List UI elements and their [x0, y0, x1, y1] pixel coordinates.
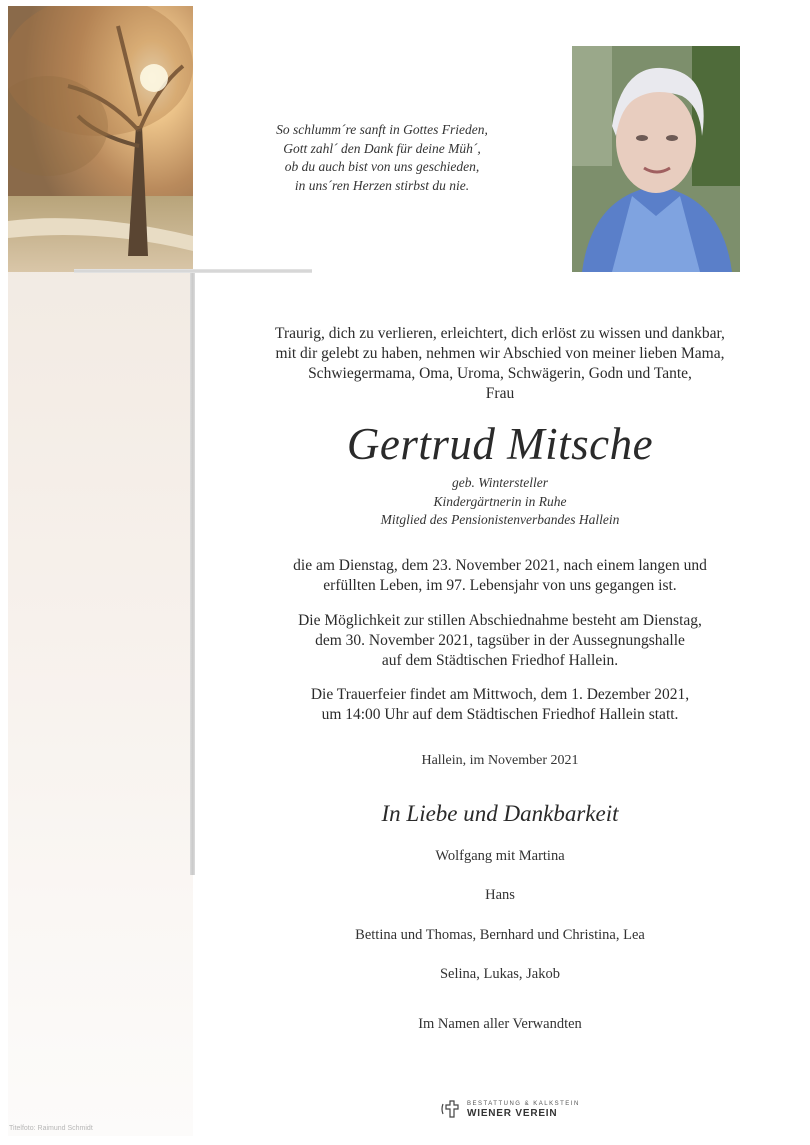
intro-line: mit dir gelebt zu haben, nehmen wir Abschied von meiner lieben Mama, — [275, 345, 725, 362]
paragraph-line: auf dem Städtischen Friedhof Hallein. — [381, 652, 619, 669]
cross-horizontal-bar — [74, 269, 312, 273]
poem — [232, 121, 532, 195]
intro-line: Schwiegermama, Oma, Uroma, Schwägerin, Godn und Tante, — [308, 365, 692, 382]
closing-phrase: In Liebe und Dankbarkeit — [381, 801, 619, 826]
mourner-line: Bettina und Thomas, Bernhard und Christina, Lea — [355, 927, 645, 943]
intro-text — [220, 324, 780, 404]
cross-vertical-bar — [190, 270, 195, 875]
funeral-info — [210, 685, 790, 725]
intro-line: Traurig, dich zu verlieren, erleichtert, dich erlöst zu wissen und dankbar, — [275, 325, 725, 342]
paragraph-line: die am Dienstag, dem 23. November 2021, nach einem langen und — [293, 557, 707, 574]
mourner-line: Selina, Lukas, Jakob — [439, 966, 560, 982]
logo-top-text: BESTATTUNG & KALKSTEIN — [467, 1101, 580, 1107]
mourner-line: Wolfgang mit Martina — [435, 848, 565, 864]
funeral-home-logo — [441, 1098, 580, 1120]
poem-line: Gott zahl´ den Dank für deine Müh´, — [283, 140, 481, 156]
mourner-line: Hans — [485, 887, 515, 903]
logo-bottom-text: WIENER VEREIN — [467, 1108, 558, 1119]
title-line: Kindergärtnerin in Ruhe — [433, 493, 567, 509]
poem-line: ob du auch bist von uns geschieden, — [284, 159, 480, 174]
deceased-titles — [300, 474, 700, 530]
title-line: geb. Wintersteller — [452, 475, 548, 490]
farewell-info — [210, 611, 790, 671]
poem-line: in uns´ren Herzen stirbst du nie. — [294, 177, 470, 193]
paragraph-line: um 14:00 Uhr auf dem Städtischen Friedhof Hallein statt. — [321, 706, 679, 723]
mourner-line: Im Namen aller Verwandten — [418, 1016, 582, 1032]
photo-credit: Titelfoto: Raimund Schmidt — [9, 1125, 93, 1132]
paragraph-line: erfüllten Leben, im 97. Lebensjahr von uns gegangen ist. — [323, 577, 677, 594]
title-line: Mitglied des Pensionistenverbandes Hallein — [380, 512, 620, 527]
paragraph-line: Die Trauerfeier findet am Mittwoch, dem 1. Dezember 2021, — [310, 686, 690, 703]
paragraph-line: dem 30. November 2021, tagsüber in der Aussegnungshalle — [315, 632, 685, 649]
paragraph-line: Die Möglichkeit zur stillen Abschiednahme besteht am Dienstag, — [298, 612, 702, 629]
death-announcement — [210, 556, 790, 596]
tree-sunlight-photo — [8, 6, 193, 272]
cross-logo-icon — [441, 1100, 463, 1118]
place-date: Hallein, im November 2021 — [421, 753, 579, 768]
deceased-name: Gertrud Mitsche — [346, 419, 654, 469]
intro-line: Frau — [485, 385, 515, 402]
poem-line: So schlumm´re sanft in Gottes Frieden, — [276, 122, 488, 137]
portrait-photo — [572, 46, 740, 272]
